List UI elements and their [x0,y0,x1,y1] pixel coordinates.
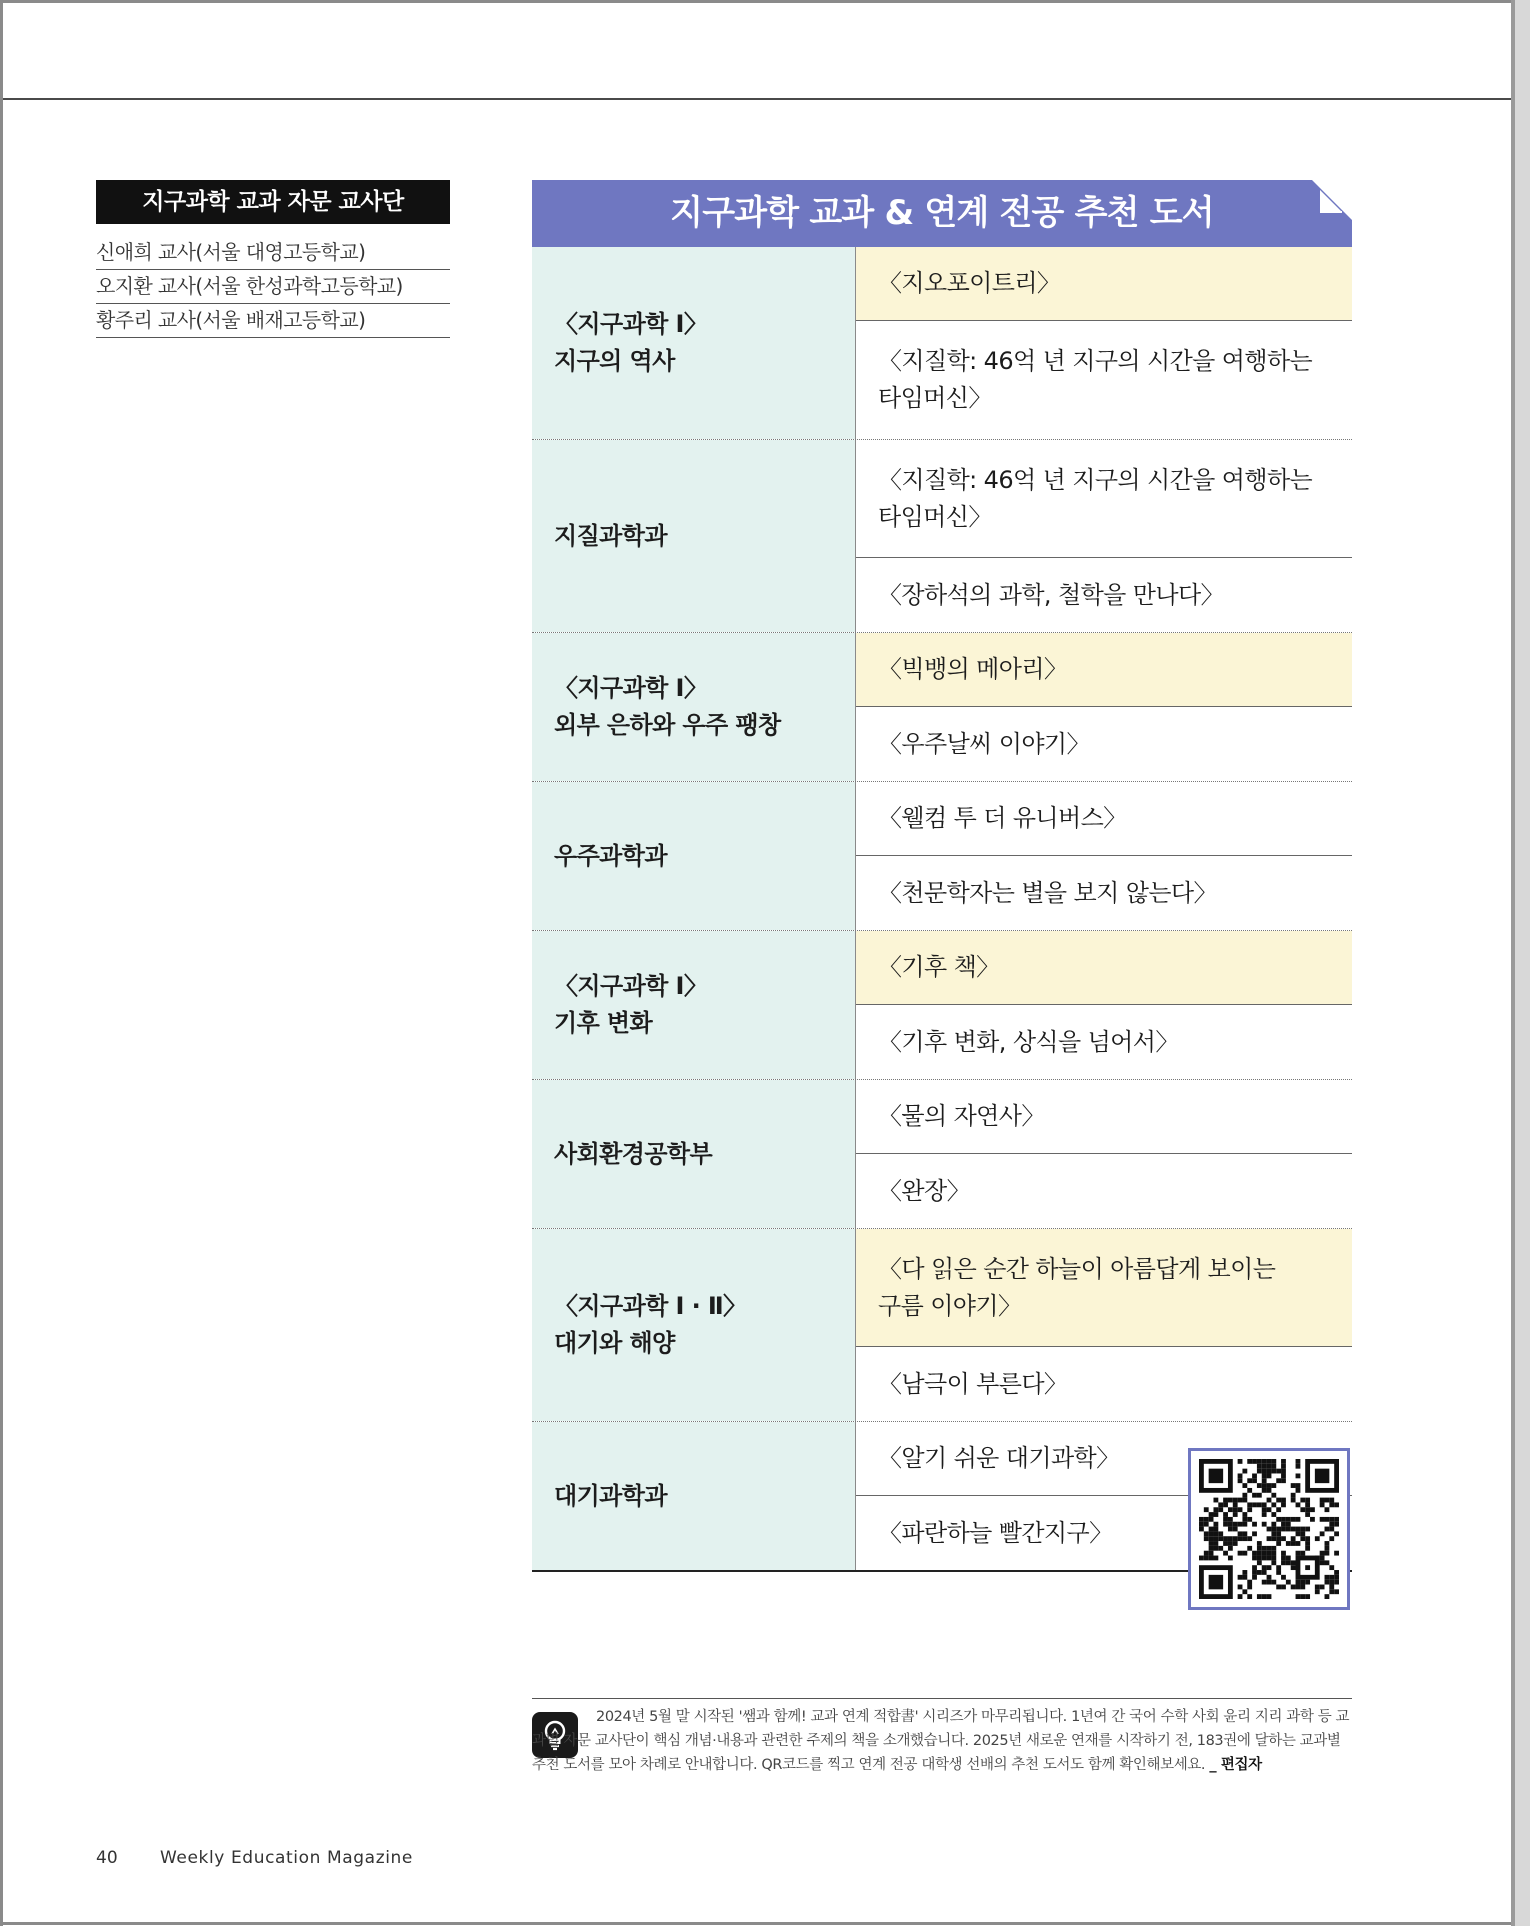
subject-group [532,1229,1352,1422]
qr-code[interactable] [1188,1448,1350,1610]
book-row [856,707,1352,781]
book-row [856,782,1352,856]
subject-label-line: 지질과학과 [554,521,667,550]
page-frame-bottom [0,1922,1515,1925]
book-list [856,633,1352,781]
recommended-books-table [532,180,1352,1572]
subject-label-line: 우주과학과 [554,841,667,870]
book-row [856,856,1352,930]
teacher-panel [96,180,450,338]
book-list [856,1080,1352,1228]
subject-label-line: 외부 은하와 우주 팽창 [554,711,781,739]
subject-label-line: 대기과학과 [554,1481,667,1510]
teacher-list [96,236,450,338]
subject-label-line: 대기와 해양 [554,1329,675,1357]
editor-note [532,1705,1352,1777]
book-row-textbook [856,633,1352,707]
book-list [856,782,1352,930]
subject-label [532,440,856,632]
subject-label-line: 〈지구과학 Ⅰ〉 [554,674,708,702]
subject-label [532,633,856,781]
book-list [856,247,1352,439]
subject-group [532,931,1352,1080]
book-title: 〈장하석의 과학, 철학을 만나다〉 [878,580,1224,609]
book-row [856,558,1352,632]
book-title: 〈다 읽은 순간 하늘이 아름답게 보이는 구름 이야기〉 [878,1254,1276,1320]
book-row-textbook [856,247,1352,321]
book-row [856,321,1352,439]
subject-label [532,1080,856,1228]
book-title: 〈기후 변화, 상식을 넘어서〉 [878,1027,1179,1056]
table-title: 지구과학 교과 & 연계 전공 추천 도서 [670,193,1214,233]
book-title: 〈완장〉 [878,1176,970,1205]
subject-label-line: 지구의 역사 [554,347,675,375]
subject-label-line: 사회환경공학부 [554,1139,713,1168]
book-row-textbook [856,1229,1352,1347]
subject-group [532,440,1352,633]
subject-group [532,1080,1352,1229]
subject-label [532,1422,856,1570]
book-title: 〈지질학: 46억 년 지구의 시간을 여행하는 타임머신〉 [878,465,1313,531]
book-title: 〈천문학자는 별을 보지 않는다〉 [878,878,1217,907]
book-row [856,1080,1352,1154]
book-title: 〈지질학: 46억 년 지구의 시간을 여행하는 타임머신〉 [878,347,1313,412]
subject-label [532,247,856,439]
editor-note-body: 2024년 5월 말 시작된 '쌤과 함께! 교과 연계 적합書' 시리즈가 마무리됩니다. 1년여 간 국어 수학 사회 윤리 지리 과학 등 교과별 자문 교사단이 핵심 개념·내용과 관련한 주제의 책을 소개했습니다. 2025년 새로운 연재를 시작하기 전, 183권에 달하는 교과별 추천 도서를 모아 차례로 안내합니다. QR코드를 찍고 연계 전공 대학생 선배의 추천 도서도 함께 확인해보세요. [532,1709,1350,1773]
subject-group [532,633,1352,782]
page-frame-top [0,0,1515,3]
table-rows [532,247,1352,1572]
page-number: 40 [96,1848,118,1868]
book-row [856,1347,1352,1421]
book-title: 〈지오포이트리〉 [878,269,1061,297]
teacher-panel-title: 지구과학 교과 자문 교사단 [96,180,450,224]
subject-label-line: 〈지구과학 Ⅰ · Ⅱ〉 [554,1292,747,1320]
page-frame-left [0,0,3,1926]
subject-label-line: 〈지구과학 Ⅰ〉 [554,310,708,338]
subject-group [532,782,1352,931]
book-title: 〈웰컴 투 더 유니버스〉 [878,804,1127,832]
book-list [856,931,1352,1079]
book-title: 〈우주날씨 이야기〉 [878,729,1090,758]
subject-label [532,782,856,930]
subject-group [532,247,1352,440]
subject-label-line: 기후 변화 [554,1009,653,1037]
table-header [532,180,1352,247]
book-row [856,440,1352,558]
header-rule [3,98,1511,100]
book-list [856,440,1352,632]
page-gutter-shade [1515,0,1530,1926]
subject-label [532,1229,856,1421]
qr-code-image [1199,1459,1339,1599]
book-title: 〈알기 쉬운 대기과학〉 [878,1444,1120,1472]
book-title: 〈빅뱅의 메아리〉 [878,655,1068,683]
book-title: 〈물의 자연사〉 [878,1102,1045,1130]
book-title: 〈기후 책〉 [878,953,1000,981]
magazine-name: Weekly Education Magazine [160,1848,413,1868]
book-title: 〈남극이 부른다〉 [878,1369,1068,1398]
subject-label [532,931,856,1079]
book-row [856,1154,1352,1228]
teacher-item: 신애희 교사(서울 대영고등학교) [96,236,450,270]
teacher-item: 황주리 교사(서울 배재고등학교) [96,304,450,338]
book-title: 〈파란하늘 빨간지구〉 [878,1518,1113,1547]
book-row-textbook [856,931,1352,1005]
page-corner-icon [1312,180,1352,220]
book-row [856,1005,1352,1079]
subject-label-line: 〈지구과학 Ⅰ〉 [554,972,708,1000]
book-list [856,1229,1352,1421]
editor-signature: _ 편집자 [1209,1757,1262,1773]
teacher-item: 오지환 교사(서울 한성과학고등학교) [96,270,450,304]
note-divider [532,1698,1352,1699]
